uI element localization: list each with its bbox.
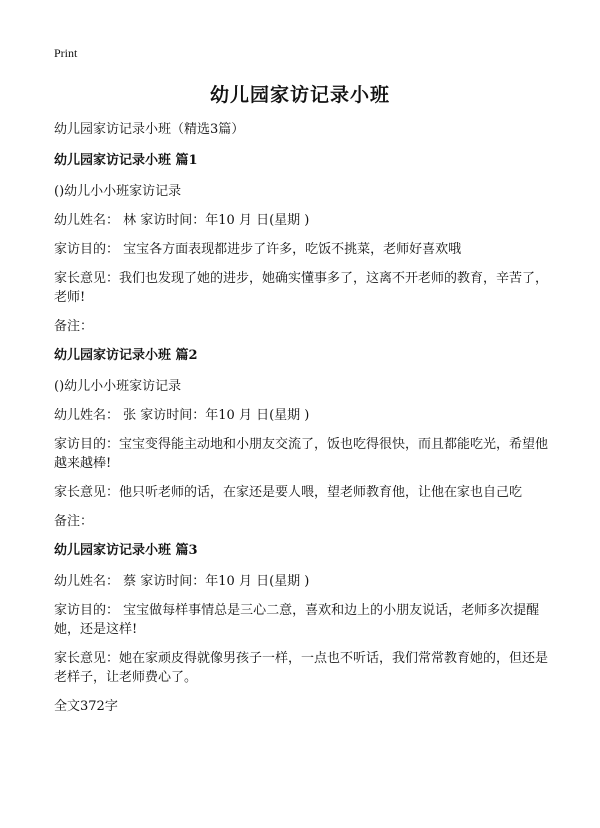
paragraph: 家长意见：她在家顽皮得就像男孩子一样，一点也不听话，我们常常教育她的，但还是老样子，让老师费心了。: [54, 651, 549, 685]
word-count: 全文372字: [54, 699, 118, 714]
paragraph: 家长意见：他只听老师的话，在家还是要人喂，望老师教育他，让他在家也自己吃: [54, 485, 523, 500]
paragraph: 幼儿姓名： 张 家访时间：年10 月 日(星期 ): [54, 408, 310, 423]
paragraph: 幼儿姓名： 林 家访时间：年10 月 日(星期 ): [54, 213, 310, 228]
section-heading: 幼儿园家访记录小班 篇1: [54, 153, 198, 168]
paragraph: 备注：: [54, 319, 94, 334]
paragraph: 家长意见：我们也发现了她的进步，她确实懂事多了，这离不开老师的教育，辛苦了，老师!: [54, 271, 549, 305]
page-title: 幼儿园家访记录小班: [209, 84, 390, 106]
paragraph: 家访目的： 宝宝做每样事情总是三心二意，喜欢和边上的小朋友说话，老师多次提醒她，还是这样!: [54, 603, 540, 637]
paragraph: 家访目的： 宝宝各方面表现都进步了许多，吃饭不挑菜，老师好喜欢哦: [54, 242, 462, 257]
document-subtitle: 幼儿园家访记录小班（精选3篇）: [54, 122, 245, 137]
section-heading: 幼儿园家访记录小班 篇3: [54, 543, 198, 558]
paragraph: 备注：: [54, 514, 94, 529]
print-label: Print: [54, 46, 78, 60]
paragraph: ()幼儿小小班家访记录: [54, 379, 182, 394]
paragraph: 幼儿姓名： 蔡 家访时间：年10 月 日(星期 ): [54, 574, 310, 589]
document-body: [54, 120, 554, 726]
paragraph: 家访目的：宝宝变得能主动地和小朋友交流了，饭也吃得很快，而且都能吃光，希望他越来越棒!: [54, 437, 549, 471]
section-heading: 幼儿园家访记录小班 篇2: [54, 348, 198, 363]
paragraph: ()幼儿小小班家访记录: [54, 184, 182, 199]
